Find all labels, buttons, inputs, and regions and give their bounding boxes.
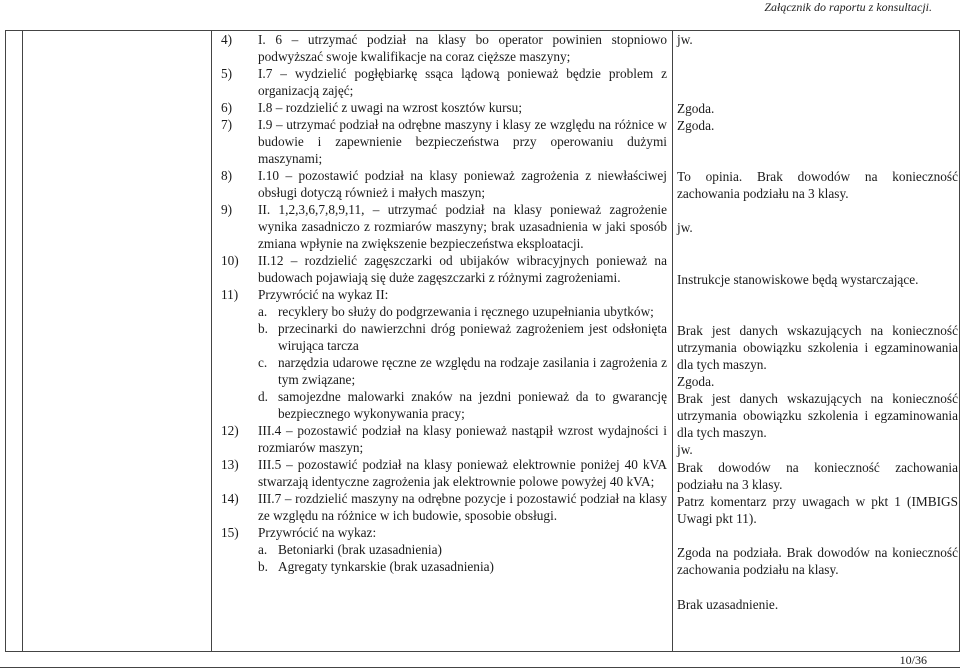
response-text: jw. — [677, 442, 693, 457]
item-text: I.10 – pozostawić podział na klasy ponieważ zagrożenia z niewłaściwej obsługi dotyczą również i małych maszyn; — [258, 168, 667, 200]
response-text: jw. — [677, 220, 693, 235]
sub-item-text: przecinarki do nawierzchni dróg ponieważ zagrożeniem jest odsłonięta wirująca tarcza — [278, 321, 667, 353]
response-text: Zgoda. — [677, 374, 715, 389]
item-text: I.7 – wydzielić pogłębiarkę ssąca lądową ponieważ będzie problem z organizacją zajęć; — [258, 66, 667, 98]
sub-list-item — [221, 558, 667, 575]
remarks-column — [221, 31, 667, 575]
item-text: I.8 – rozdzielić z uwagi na wzrost kosztów kursu; — [258, 100, 523, 115]
sub-item-letter: b. — [258, 321, 268, 336]
item-text: II. 1,2,3,6,7,8,9,11, – utrzymać podział na klasy ponieważ zagrożenie wynika zasadniczo z rozmiarów maszyny; brak uzasadnienia w jaki sposób zmiana wpłynie na zwiększenie bezpieczeństwa eksploatacji. — [258, 202, 667, 251]
sub-list-item — [221, 320, 667, 354]
list-item — [221, 490, 667, 524]
list-item — [221, 99, 667, 116]
sub-item-letter: c. — [258, 355, 268, 370]
table-border-left — [5, 31, 6, 651]
list-item — [221, 524, 667, 541]
sub-list-item — [221, 388, 667, 422]
sub-item-text: samojezdne malowarki znaków na jezdni ponieważ da to gwarancję bezpiecznego wykonywania pracy; — [278, 389, 667, 421]
list-item — [221, 201, 667, 252]
list-item — [221, 286, 667, 303]
sub-item-letter: a. — [258, 542, 268, 557]
item-number: 5) — [221, 66, 233, 81]
sub-item-text: Betoniarki (brak uzasadnienia) — [278, 542, 442, 557]
table-divider-2 — [211, 31, 212, 651]
list-item — [221, 167, 667, 201]
item-number: 9) — [221, 202, 233, 217]
item-number: 12) — [221, 423, 239, 438]
response-text: Brak uzasadnienie. — [677, 597, 779, 612]
item-number: 4) — [221, 32, 233, 47]
table-divider-3 — [672, 31, 673, 651]
sub-item-text: recyklery bo służy do podgrzewania i ręcznego uzupełniania ubytków; — [278, 304, 654, 319]
response-text: To opinia. Brak dowodów na konieczność zachowania podziału na 3 klasy. — [677, 169, 958, 201]
list-item — [221, 65, 667, 99]
item-number: 11) — [221, 287, 239, 302]
response-text: Brak jest danych wskazujących na konieczność utrzymania obowiązku szkolenia i egzaminowania dla tych maszyn. — [677, 391, 958, 440]
sub-list-item — [221, 541, 667, 558]
item-text: III.5 – pozostawić podział na klasy ponieważ elektrownie poniżej 40 kVA stwarzają identyczne zagrożenia jak elektrownie polowe powyżej 40 kVA; — [258, 457, 667, 489]
list-item — [221, 31, 667, 65]
response-text: Zgoda. — [677, 118, 715, 133]
item-number: 8) — [221, 168, 233, 183]
item-number: 10) — [221, 253, 239, 268]
sub-item-letter: b. — [258, 559, 268, 574]
sub-item-text: Agregaty tynkarskie (brak uzasadnienia) — [278, 559, 494, 574]
response-text: Zgoda. — [677, 101, 715, 116]
item-text: Przywrócić na wykaz II: — [258, 287, 389, 302]
list-item — [221, 422, 667, 456]
item-number: 6) — [221, 100, 233, 115]
sub-item-text: narzędzia udarowe ręczne ze względu na rodzaje zasilania i zagrożenia z tym związane; — [278, 355, 667, 387]
item-number: 15) — [221, 525, 239, 540]
sub-item-letter: a. — [258, 304, 268, 319]
sub-list-item — [221, 354, 667, 388]
item-text: III.4 – pozostawić podział na klasy ponieważ nastąpił wzrost wydajności i rozmiarów maszyn; — [258, 423, 667, 455]
item-number: 13) — [221, 457, 239, 472]
sub-list-item — [221, 303, 667, 320]
list-item — [221, 116, 667, 167]
consultation-table — [5, 30, 960, 652]
item-number: 14) — [221, 491, 239, 506]
item-text: III.7 – rozdzielić maszyny na odrębne pozycje i pozostawić podział na klasy ze względu na różnice w ich budowie, sposobie obsługi. — [258, 491, 667, 523]
item-text: Przywrócić na wykaz: — [258, 525, 377, 540]
response-text: Instrukcje stanowiskowe będą wystarczające. — [677, 272, 919, 287]
item-number: 7) — [221, 117, 233, 132]
item-text: I.9 – utrzymać podział na odrębne maszyny i klasy ze względu na różnice w budowie i zapewnienie bezpieczeństwa przy operowaniu dużymi maszynami; — [258, 117, 667, 166]
list-item — [221, 456, 667, 490]
response-text: Patrz komentarz przy uwagach w pkt 1 (IMBIGS Uwagi pkt 11). — [677, 494, 958, 526]
response-text: Zgoda na podziała. Brak dowodów na konieczność zachowania podziału na klasy. — [677, 545, 958, 577]
list-item — [221, 252, 667, 286]
page-number: 10/36 — [899, 653, 927, 667]
response-text: Brak dowodów na konieczność zachowania podziału na 3 klasy. — [677, 460, 958, 492]
item-text: II.12 – rozdzielić zagęszczarki od ubijaków wibracyjnych ponieważ na budowach pojawiają się duże zagęszczarki z różnymi zagrożeniami. — [258, 253, 667, 285]
sub-item-letter: d. — [258, 389, 268, 404]
response-text: jw. — [677, 32, 693, 47]
item-text: I. 6 – utrzymać podział na klasy bo operator powinien stopniowo podwyższać swoje kwalifikacje na coraz cięższe maszyny; — [258, 32, 667, 64]
response-text: Brak jest danych wskazujących na konieczność utrzymania obowiązku szkolenia i egzaminowania dla tych maszyn. — [677, 323, 958, 372]
header-note: Załącznik do raportu z konsultacji. — [764, 0, 932, 14]
table-divider-1 — [22, 31, 23, 651]
